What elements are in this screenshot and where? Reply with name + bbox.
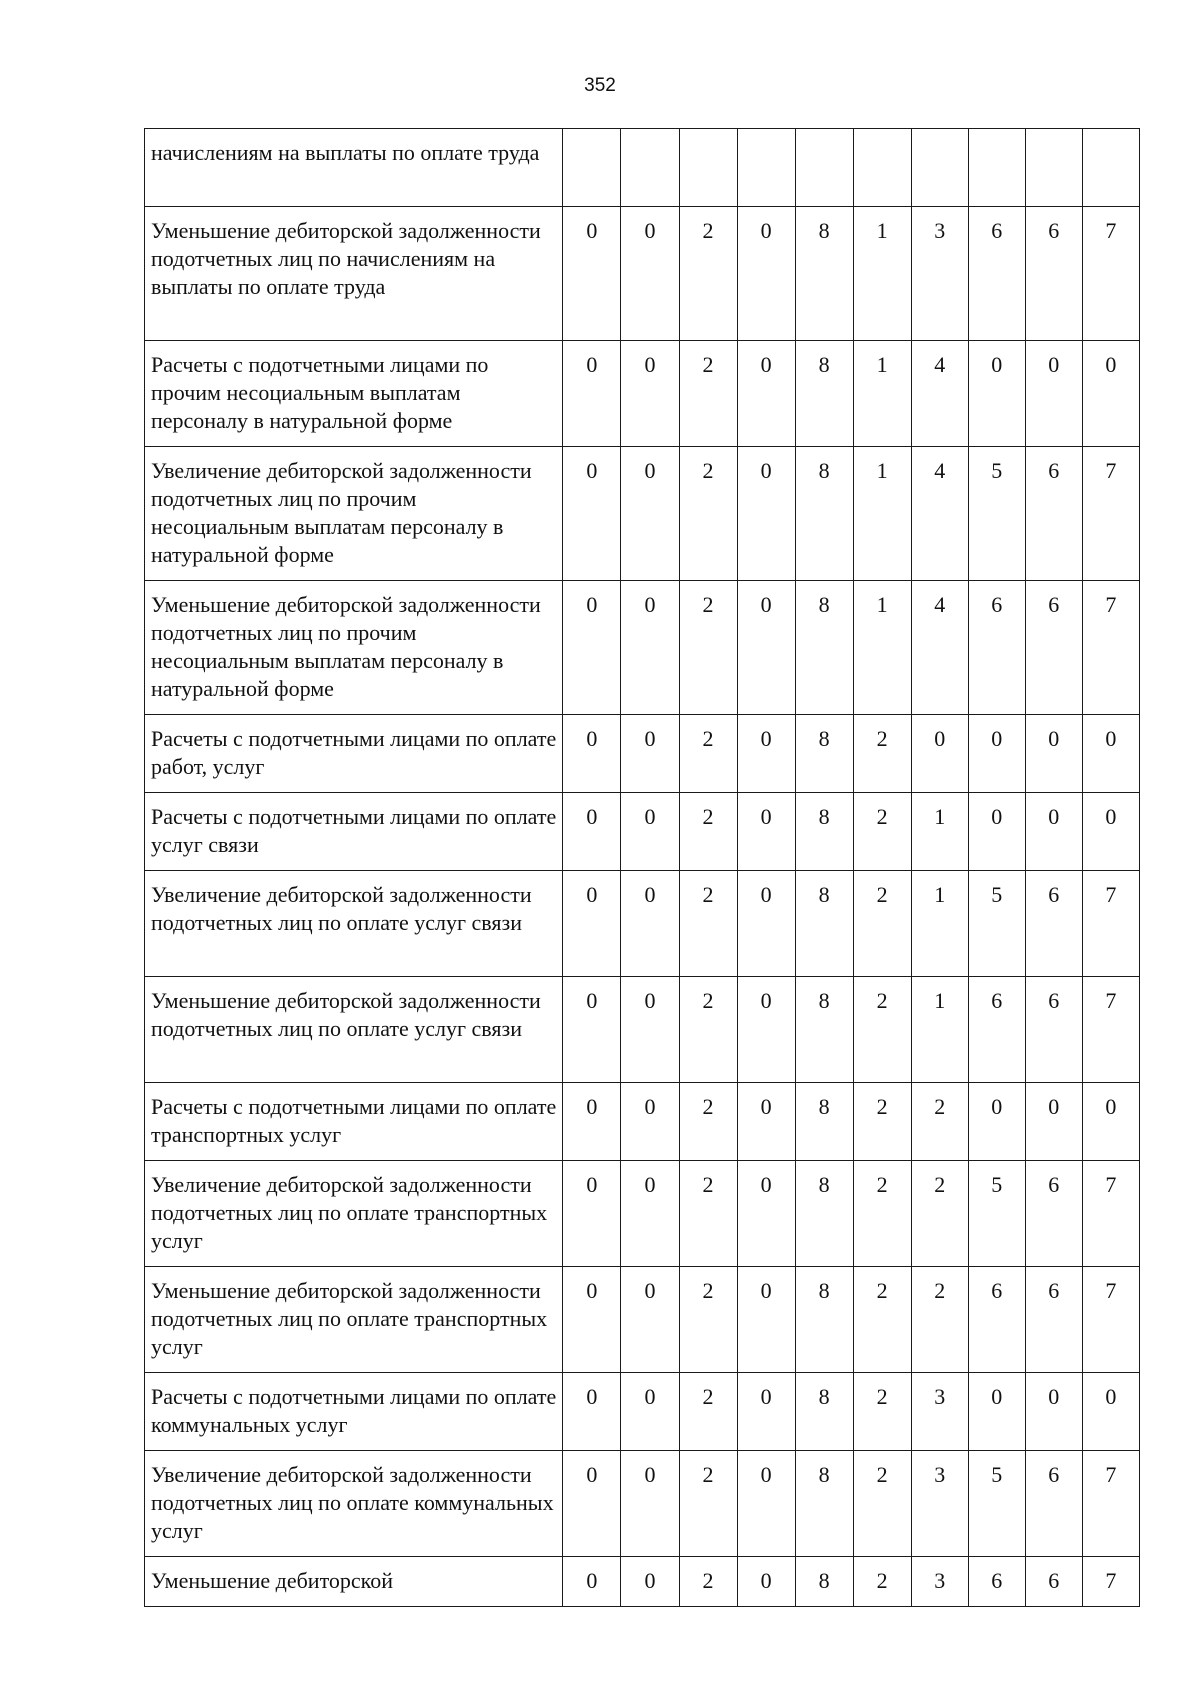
- code-digit-cell: 0: [563, 871, 621, 977]
- code-digit-cell: 2: [853, 1451, 911, 1557]
- code-digit-cell: 6: [968, 1557, 1025, 1607]
- table-row: [145, 1451, 1140, 1557]
- account-code-table: [144, 128, 1140, 1607]
- code-digit-cell: 2: [853, 1083, 911, 1161]
- code-digit-cell: 0: [737, 581, 795, 715]
- code-digit-cell: 6: [968, 1267, 1025, 1373]
- code-digit-cell: 0: [968, 1373, 1025, 1451]
- code-digit-cell: 3: [911, 1557, 968, 1607]
- code-digit-cell: 0: [968, 341, 1025, 447]
- table-row: [145, 341, 1140, 447]
- code-digit-cell: 2: [679, 1267, 737, 1373]
- table-row: [145, 581, 1140, 715]
- code-digit-cell: 7: [1082, 207, 1139, 341]
- table-row: [145, 977, 1140, 1083]
- code-digit-cell: 2: [911, 1267, 968, 1373]
- code-digit-cell: 0: [563, 1267, 621, 1373]
- code-digit-cell: 0: [1082, 341, 1139, 447]
- code-digit-cell: 0: [563, 1161, 621, 1267]
- code-digit-cell: [737, 129, 795, 207]
- code-digit-cell: 0: [737, 447, 795, 581]
- code-digit-cell: 8: [795, 1451, 853, 1557]
- code-digit-cell: [795, 129, 853, 207]
- code-digit-cell: 8: [795, 793, 853, 871]
- row-description: Уменьшение дебиторской задолженности подотчетных лиц по прочим несоциальным выплатам персоналу в натуральной форме: [145, 581, 563, 715]
- code-digit-cell: 2: [853, 1557, 911, 1607]
- code-digit-cell: 2: [679, 341, 737, 447]
- code-digit-cell: 0: [1025, 1083, 1082, 1161]
- code-digit-cell: 0: [1025, 1373, 1082, 1451]
- row-description: Уменьшение дебиторской задолженности подотчетных лиц по начислениям на выплаты по оплате труда: [145, 207, 563, 341]
- code-digit-cell: 8: [795, 1557, 853, 1607]
- code-digit-cell: 8: [795, 977, 853, 1083]
- code-digit-cell: 2: [679, 1451, 737, 1557]
- code-digit-cell: 2: [679, 1373, 737, 1451]
- code-digit-cell: 0: [621, 1083, 679, 1161]
- code-digit-cell: 0: [1082, 715, 1139, 793]
- row-description: Расчеты с подотчетными лицами по оплате работ, услуг: [145, 715, 563, 793]
- code-digit-cell: 0: [968, 715, 1025, 793]
- table-row: [145, 1557, 1140, 1607]
- code-digit-cell: [853, 129, 911, 207]
- code-digit-cell: 5: [968, 1161, 1025, 1267]
- code-digit-cell: 0: [563, 1451, 621, 1557]
- row-description: Расчеты с подотчетными лицами по прочим несоциальным выплатам персоналу в натуральной форме: [145, 341, 563, 447]
- code-digit-cell: 0: [563, 341, 621, 447]
- code-digit-cell: 0: [621, 1161, 679, 1267]
- code-digit-cell: 0: [1025, 341, 1082, 447]
- code-digit-cell: 0: [621, 207, 679, 341]
- code-digit-cell: 2: [679, 715, 737, 793]
- code-digit-cell: [911, 129, 968, 207]
- row-description: Расчеты с подотчетными лицами по оплате услуг связи: [145, 793, 563, 871]
- code-digit-cell: 0: [737, 1161, 795, 1267]
- code-digit-cell: 0: [621, 871, 679, 977]
- code-digit-cell: 0: [1025, 715, 1082, 793]
- code-digit-cell: 0: [563, 793, 621, 871]
- code-digit-cell: 0: [737, 1451, 795, 1557]
- row-description: Уменьшение дебиторской задолженности подотчетных лиц по оплате транспортных услуг: [145, 1267, 563, 1373]
- code-digit-cell: 2: [853, 871, 911, 977]
- table-row: [145, 1161, 1140, 1267]
- code-digit-cell: 5: [968, 1451, 1025, 1557]
- code-digit-cell: 7: [1082, 1557, 1139, 1607]
- code-digit-cell: 5: [968, 871, 1025, 977]
- code-digit-cell: [968, 129, 1025, 207]
- table-row: [145, 793, 1140, 871]
- code-digit-cell: 0: [737, 1373, 795, 1451]
- code-digit-cell: 2: [911, 1083, 968, 1161]
- code-digit-cell: 0: [563, 715, 621, 793]
- code-digit-cell: 0: [563, 1557, 621, 1607]
- code-digit-cell: [563, 129, 621, 207]
- code-digit-cell: 2: [679, 1161, 737, 1267]
- code-digit-cell: 6: [1025, 1161, 1082, 1267]
- code-digit-cell: 6: [1025, 1451, 1082, 1557]
- code-digit-cell: 2: [853, 977, 911, 1083]
- code-digit-cell: 0: [621, 447, 679, 581]
- code-digit-cell: 5: [968, 447, 1025, 581]
- code-digit-cell: 6: [1025, 581, 1082, 715]
- code-digit-cell: 1: [911, 871, 968, 977]
- code-digit-cell: 0: [737, 1557, 795, 1607]
- code-digit-cell: 0: [1082, 1083, 1139, 1161]
- code-digit-cell: 6: [1025, 871, 1082, 977]
- row-description: Увеличение дебиторской задолженности подотчетных лиц по оплате коммунальных услуг: [145, 1451, 563, 1557]
- row-description: Увеличение дебиторской задолженности подотчетных лиц по оплате услуг связи: [145, 871, 563, 977]
- code-digit-cell: 7: [1082, 1451, 1139, 1557]
- code-digit-cell: 0: [1025, 793, 1082, 871]
- code-digit-cell: 2: [853, 1267, 911, 1373]
- code-digit-cell: 6: [1025, 977, 1082, 1083]
- code-digit-cell: 6: [968, 207, 1025, 341]
- code-digit-cell: [1025, 129, 1082, 207]
- code-digit-cell: 1: [911, 793, 968, 871]
- code-digit-cell: 0: [621, 1557, 679, 1607]
- code-digit-cell: 0: [1082, 793, 1139, 871]
- code-digit-cell: 6: [1025, 447, 1082, 581]
- code-digit-cell: 8: [795, 1267, 853, 1373]
- code-digit-cell: 1: [911, 977, 968, 1083]
- table-row: [145, 447, 1140, 581]
- code-digit-cell: [1082, 129, 1139, 207]
- code-digit-cell: 2: [853, 1161, 911, 1267]
- code-digit-cell: 8: [795, 1083, 853, 1161]
- code-digit-cell: [679, 129, 737, 207]
- code-digit-cell: 2: [911, 1161, 968, 1267]
- code-digit-cell: 0: [621, 715, 679, 793]
- code-digit-cell: 8: [795, 715, 853, 793]
- code-digit-cell: 0: [621, 1373, 679, 1451]
- code-digit-cell: 6: [968, 977, 1025, 1083]
- code-digit-cell: 1: [853, 207, 911, 341]
- table-row: [145, 207, 1140, 341]
- code-digit-cell: 0: [621, 581, 679, 715]
- code-digit-cell: 6: [1025, 207, 1082, 341]
- code-digit-cell: 8: [795, 1161, 853, 1267]
- table-body: [145, 129, 1140, 1607]
- code-digit-cell: 0: [621, 977, 679, 1083]
- row-description: Увеличение дебиторской задолженности подотчетных лиц по оплате транспортных услуг: [145, 1161, 563, 1267]
- row-description: Увеличение дебиторской задолженности подотчетных лиц по прочим несоциальным выплатам персоналу в натуральной форме: [145, 447, 563, 581]
- row-description: Расчеты с подотчетными лицами по оплате коммунальных услуг: [145, 1373, 563, 1451]
- code-digit-cell: 2: [853, 793, 911, 871]
- code-digit-cell: 4: [911, 341, 968, 447]
- code-digit-cell: 0: [563, 977, 621, 1083]
- code-digit-cell: 0: [737, 341, 795, 447]
- code-digit-cell: 0: [621, 793, 679, 871]
- row-description: Уменьшение дебиторской задолженности подотчетных лиц по оплате услуг связи: [145, 977, 563, 1083]
- code-digit-cell: 7: [1082, 581, 1139, 715]
- code-digit-cell: 0: [737, 871, 795, 977]
- code-digit-cell: 8: [795, 207, 853, 341]
- code-digit-cell: 0: [911, 715, 968, 793]
- code-digit-cell: 2: [679, 1557, 737, 1607]
- code-digit-cell: 8: [795, 1373, 853, 1451]
- code-digit-cell: 0: [621, 1451, 679, 1557]
- code-digit-cell: 7: [1082, 977, 1139, 1083]
- code-digit-cell: 0: [563, 1083, 621, 1161]
- code-digit-cell: 0: [737, 1083, 795, 1161]
- code-digit-cell: 2: [679, 977, 737, 1083]
- code-digit-cell: 0: [563, 207, 621, 341]
- row-description: Уменьшение дебиторской: [145, 1557, 563, 1607]
- code-digit-cell: 3: [911, 1451, 968, 1557]
- code-digit-cell: 0: [563, 581, 621, 715]
- page-number: 352: [584, 75, 616, 96]
- code-digit-cell: 1: [853, 341, 911, 447]
- code-digit-cell: 2: [679, 871, 737, 977]
- code-digit-cell: 8: [795, 447, 853, 581]
- code-digit-cell: 0: [737, 793, 795, 871]
- code-digit-cell: 8: [795, 871, 853, 977]
- code-digit-cell: 2: [853, 715, 911, 793]
- row-description: начислениям на выплаты по оплате труда: [145, 129, 563, 207]
- code-digit-cell: 4: [911, 581, 968, 715]
- code-digit-cell: 0: [737, 1267, 795, 1373]
- code-digit-cell: 3: [911, 207, 968, 341]
- code-digit-cell: 7: [1082, 1161, 1139, 1267]
- code-digit-cell: 4: [911, 447, 968, 581]
- code-digit-cell: 2: [679, 793, 737, 871]
- code-digit-cell: 2: [679, 447, 737, 581]
- code-digit-cell: 7: [1082, 447, 1139, 581]
- code-digit-cell: 0: [737, 715, 795, 793]
- code-digit-cell: 0: [563, 447, 621, 581]
- code-digit-cell: 8: [795, 581, 853, 715]
- row-description: Расчеты с подотчетными лицами по оплате транспортных услуг: [145, 1083, 563, 1161]
- table-row: [145, 1267, 1140, 1373]
- code-digit-cell: 0: [563, 1373, 621, 1451]
- code-digit-cell: 0: [621, 1267, 679, 1373]
- code-digit-cell: 0: [621, 341, 679, 447]
- table-row: [145, 1083, 1140, 1161]
- code-digit-cell: [621, 129, 679, 207]
- code-digit-cell: 8: [795, 341, 853, 447]
- code-digit-cell: 3: [911, 1373, 968, 1451]
- code-digit-cell: 7: [1082, 871, 1139, 977]
- code-digit-cell: 0: [968, 1083, 1025, 1161]
- code-digit-cell: 2: [679, 581, 737, 715]
- code-digit-cell: 1: [853, 581, 911, 715]
- table-row: [145, 871, 1140, 977]
- table-row: [145, 129, 1140, 207]
- code-digit-cell: 2: [679, 207, 737, 341]
- code-digit-cell: 0: [737, 977, 795, 1083]
- code-digit-cell: 6: [1025, 1557, 1082, 1607]
- code-digit-cell: 6: [1025, 1267, 1082, 1373]
- table-row: [145, 715, 1140, 793]
- code-digit-cell: 0: [968, 793, 1025, 871]
- code-digit-cell: 0: [1082, 1373, 1139, 1451]
- code-digit-cell: 2: [679, 1083, 737, 1161]
- code-digit-cell: 6: [968, 581, 1025, 715]
- table-row: [145, 1373, 1140, 1451]
- code-digit-cell: 2: [853, 1373, 911, 1451]
- code-digit-cell: 0: [737, 207, 795, 341]
- code-digit-cell: 1: [853, 447, 911, 581]
- code-digit-cell: 7: [1082, 1267, 1139, 1373]
